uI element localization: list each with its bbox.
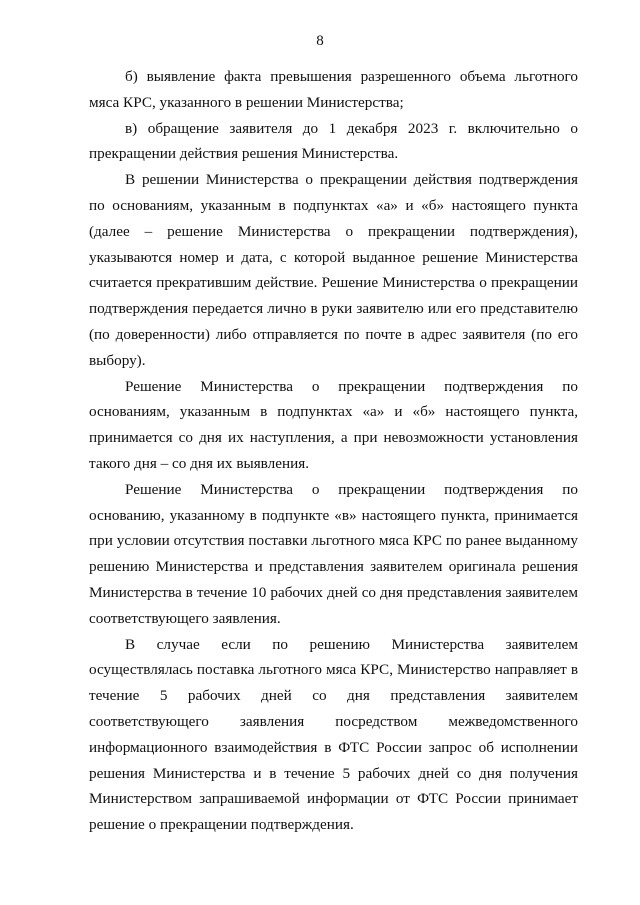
- paragraph-decision-content: В решении Министерства о прекращении действия подтверждения по основаниям, указанным в подпунктах «а» и «б» настоящего пункта (далее – решение Министерства о прекращении подтверждения), указываются номер и дата, с которой выданное решение Министерства считается прекратившим действие. Решение Министерства о прекращении подтверждения передается лично в руки заявителю или его представителю (по доверенности) либо отправляется по почте в адрес заявителя (по его выбору).: [89, 171, 578, 369]
- page-number: 8: [316, 33, 324, 49]
- paragraph-item-b: б) выявление факта превышения разрешенного объема льготного мяса КРС, указанного в решении Министерства;: [89, 68, 578, 111]
- paragraph-decision-condition-v: Решение Министерства о прекращении подтверждения по основанию, указанному в подпункте «в» настоящего пункта, принимается при условии отсутствия поставки льготного мяса КРС по ранее выданному решению Министерства и представления заявителем оригинала решения Министерства в течение 10 рабочих дней со дня представления заявителем соответствующего заявления.: [89, 480, 578, 627]
- paragraph-fts-request: В случае если по решению Министерства заявителем осуществлялась поставка льготного мяса КРС, Министерство направляет в течение 5 рабочих дней со дня представления заявителем соответствующего заявления посредством межведомственного информационного взаимодействия в ФТС России запрос об исполнении решения Министерства и в течение 5 рабочих дней со дня получения Министерством запрашиваемой информации от ФТС России принимает решение о прекращении подтверждения.: [89, 635, 578, 834]
- paragraph-decision-date-ab: Решение Министерства о прекращении подтверждения по основаниям, указанным в подпунктах «а» и «б» настоящего пункта, принимается со дня их наступления, а при невозможности установления такого дня – со дня их выявления.: [89, 377, 578, 472]
- document-body: [89, 64, 578, 838]
- paragraph-item-v: в) обращение заявителя до 1 декабря 2023 г. включительно о прекращении действия решения Министерства.: [89, 119, 578, 163]
